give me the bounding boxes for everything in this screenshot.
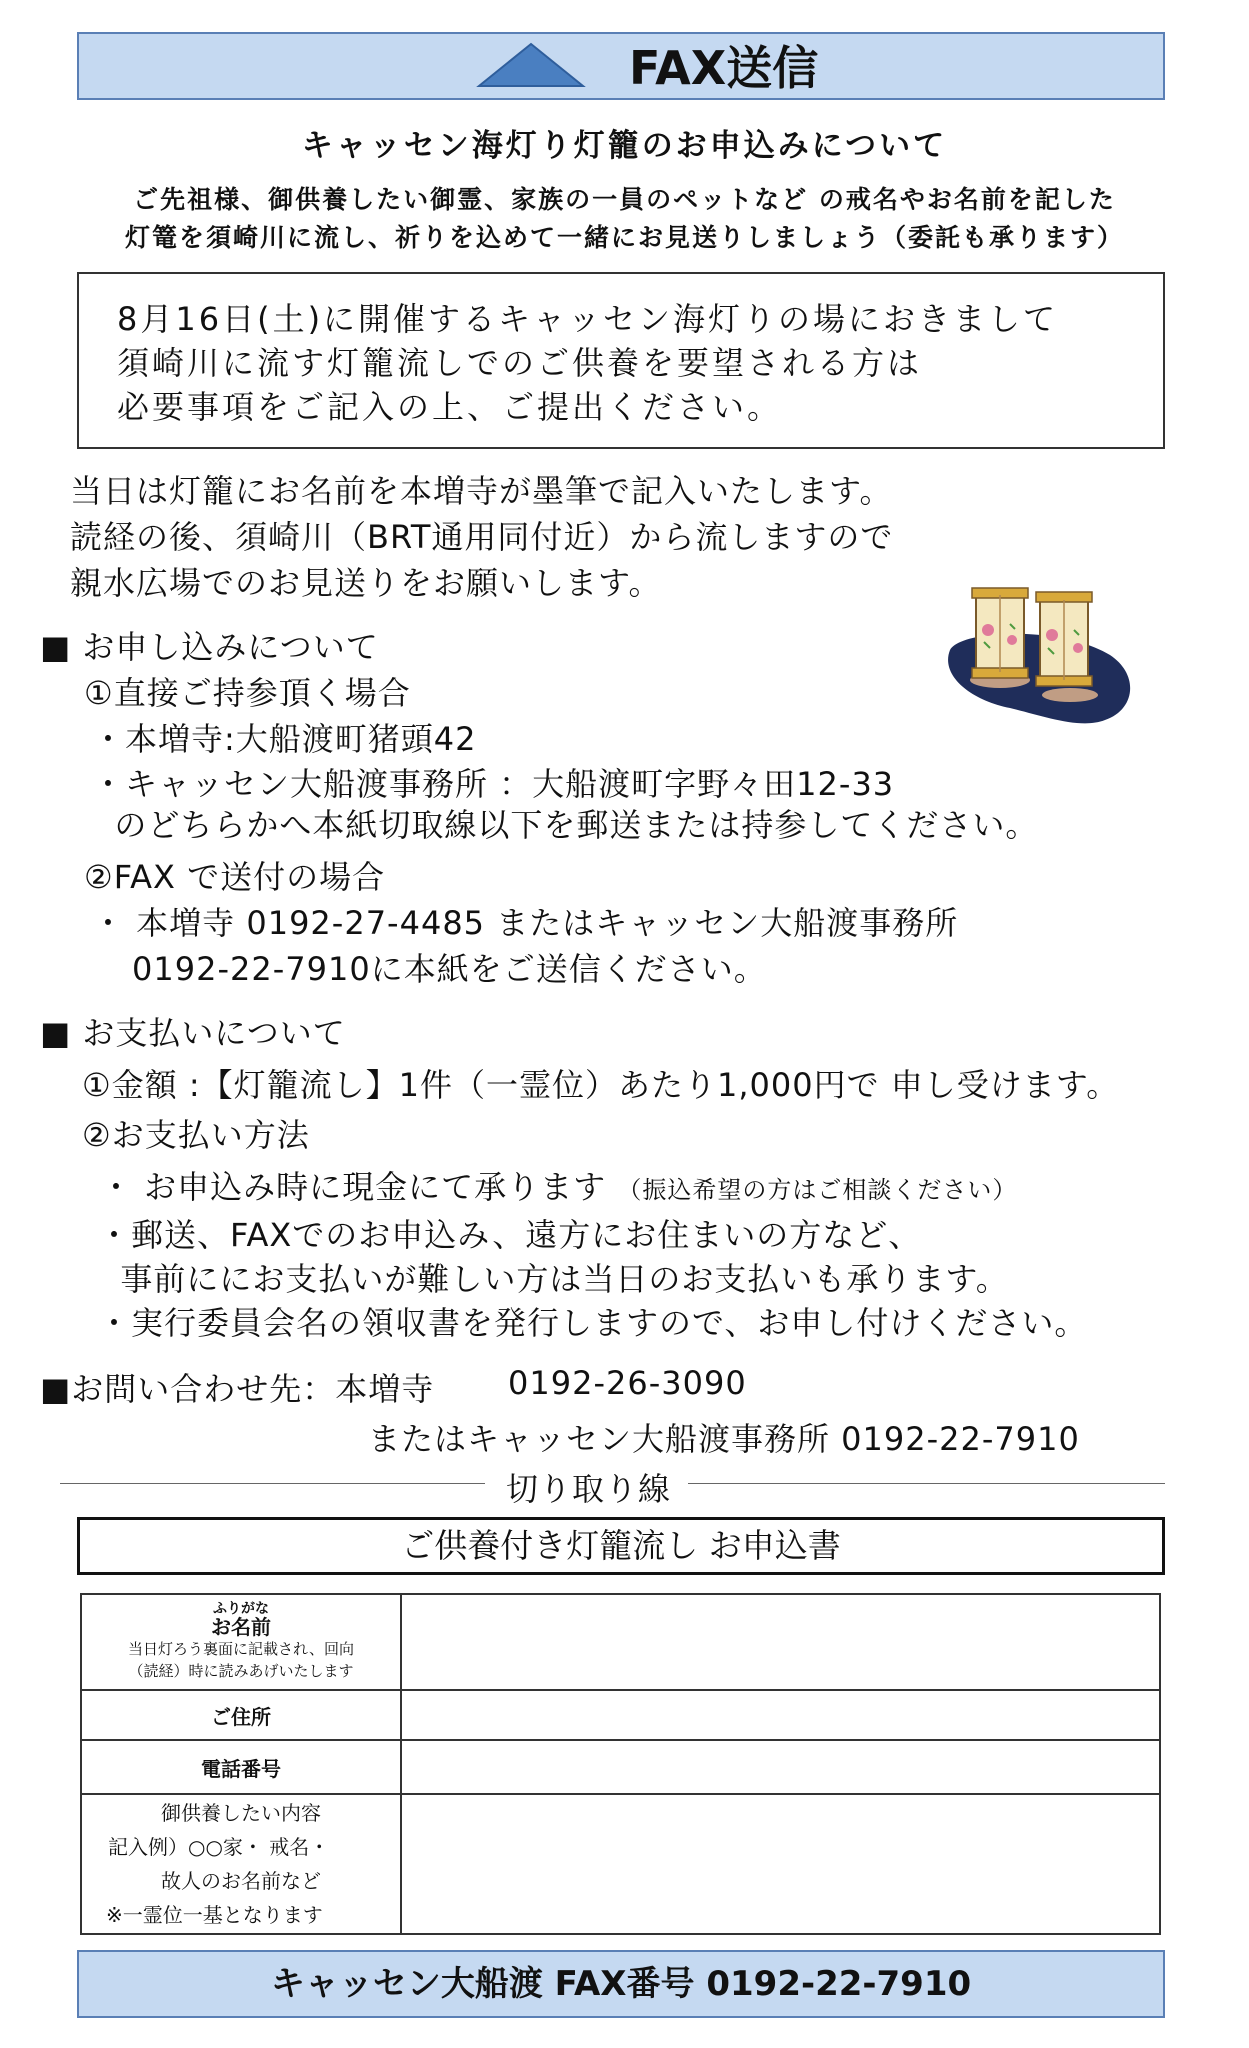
cut-line-left [60,1483,485,1484]
intro-line-2: 灯篭を須崎川に流し、祈りを込めて一緒にお見送りしましょう（委託も承ります） [124,223,1124,252]
content-input-cell[interactable] [401,1794,1160,1934]
furigana-label: ふりがな [213,1601,269,1617]
fax-item-2: 0192-22-7910に本紙をご送信ください。 [132,950,767,988]
contact-phone-1: 0192-26-3090 [508,1364,747,1402]
notice-line-1: 8月16日(土)に開催するキャッセン海灯りの場におきまして [117,300,1059,338]
payment-heading: ■ お支払いについて [40,1014,346,1052]
fax-header-banner [77,32,1165,100]
intro-line-1: ご先祖様、御供養したい御霊、家族の一員のペットなど の戒名やお名前を記した [133,185,1116,214]
header-title: FAX送信 [629,41,819,95]
address-label: ご住所 [81,1690,401,1740]
direct-heading: ①直接ご持参頂く場合 [84,674,411,712]
content-note-2: 故人のお名前など [161,1869,321,1893]
payment-method-note: （振込希望の方はご相談ください） [617,1176,1018,1204]
name-note-2: （読経）時に読みあげいたします [128,1662,354,1680]
payment-method-line1 [100,1162,1017,1208]
payment-method-item-3: ・実行委員会名の領収書を発行しますので、お申し付けください。 [98,1304,1088,1342]
form-row-address [81,1690,1160,1740]
name-input-cell[interactable] [401,1594,1160,1690]
form-title: ご供養付き灯籠流し お申込書 [77,1517,1165,1575]
payment-method-item-2: 事前ににお支払いが難しい方は当日のお支払いも承ります。 [98,1260,1009,1298]
fax-item-1: ・ 本増寺 0192-27-4485 またはキャッセン大船渡事務所 [92,904,959,942]
contact-label: ■お問い合わせ先：本増寺 [40,1370,435,1408]
content-note-1: 記入例）○○家・ 戒名・ [108,1835,330,1859]
notice-box [77,272,1165,449]
fax-number-footer: キャッセン大船渡 FAX番号 0192-22-7910 [77,1950,1165,2018]
name-label: お名前 [211,1615,271,1639]
content-label-cell [81,1794,401,1934]
application-heading: ■ お申し込みについて [40,628,379,666]
form-row-phone [81,1740,1160,1794]
fax-heading: ②FAX で送付の場合 [84,858,386,896]
name-note-1: 当日灯ろう裏面に記載され、回向 [128,1640,354,1658]
content-label: 御供養したい内容 [161,1801,321,1825]
lantern-illustration [940,580,1140,740]
direct-item-1: ・本増寺:大船渡町猪頭42 [92,720,477,758]
payment-method-heading: ②お支払い方法 [82,1116,310,1154]
cut-line-label: 切り取り線 [506,1470,672,1508]
body-line-3: 親水広場でのお見送りをお願いします。 [70,564,662,602]
form-row-content [81,1794,1160,1934]
body-line-2: 読経の後、須崎川（BRT通用同付近）から流しますので [70,518,894,556]
payment-method-cash: ・ お申込み時に現金にて承ります [100,1168,607,1206]
triangle-up-icon [475,40,587,90]
payment-amount: ①金額 :【灯籠流し】1件（一霊位）あたり1,000円で 申し受けます。 [82,1066,1120,1104]
phone-label: 電話番号 [81,1740,401,1794]
direct-item-2: ・キャッセン大船渡事務所 ：大船渡町字野々田12-33 [92,765,895,803]
notice-line-2: 須崎川に流す灯籠流しでのご供養を要望される方は [117,344,923,382]
direct-item-3: のどちらかへ本紙切取線以下を郵送または持参してください。 [92,806,1039,844]
address-input-cell[interactable] [401,1690,1160,1740]
application-form-table [80,1593,1161,1935]
page-subtitle: キャッセン海灯り灯籠のお申込みについて [301,128,948,164]
payment-method-item-1: ・郵送、FAXでのお申込み、遠方にお住まいの方など、 [98,1216,922,1254]
body-line-1: 当日は灯籠にお名前を本増寺が墨筆で記入いたします。 [70,472,893,510]
content-note-3: ※一霊位一基となります [106,1903,323,1927]
name-label-cell [81,1594,401,1690]
phone-input-cell[interactable] [401,1740,1160,1794]
notice-line-3: 必要事項をご記入の上、ご提出ください。 [117,388,783,426]
contact-line-2: またはキャッセン大船渡事務所 0192-22-7910 [368,1420,1080,1458]
form-row-name [81,1594,1160,1690]
cut-line-right [688,1483,1165,1484]
